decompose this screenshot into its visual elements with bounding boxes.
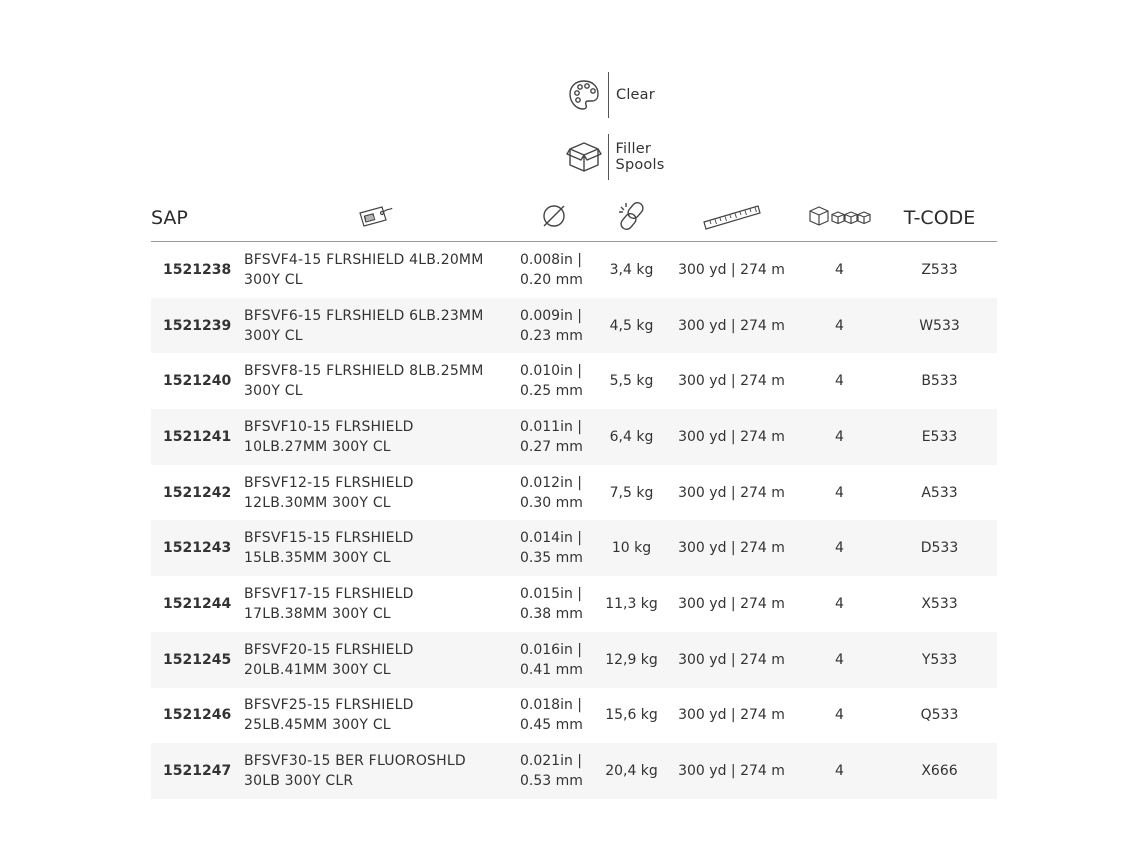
header-sap: SAP xyxy=(151,195,242,242)
length-value: 300 yd | 274 m xyxy=(678,317,785,334)
legend-item-color xyxy=(566,71,655,119)
cell-description xyxy=(242,242,510,298)
sap-number: 1521246 xyxy=(163,707,232,724)
description-line-1: BFSVF6-15 FLRSHIELD 6LB.23MM xyxy=(244,307,484,324)
sap-number: 1521242 xyxy=(163,484,232,501)
header-tcode: T-CODE xyxy=(882,195,997,242)
length-value: 300 yd | 274 m xyxy=(678,373,785,390)
diameter-mm: 0.27 mm xyxy=(520,438,583,455)
cell-sap xyxy=(151,632,242,688)
quantity-value: 4 xyxy=(835,540,844,557)
chain-link-icon xyxy=(615,199,649,238)
cell-length xyxy=(666,632,797,688)
cell-description xyxy=(242,632,510,688)
table-row xyxy=(151,298,997,354)
cell-tcode xyxy=(882,353,997,409)
boxes-icon xyxy=(809,204,871,233)
tcode-value: W533 xyxy=(919,317,960,334)
description-line-2: 300Y CL xyxy=(244,327,303,344)
description-line-2: 300Y CL xyxy=(244,383,303,400)
description-line-2: 25LB.45MM 300Y CL xyxy=(244,717,391,734)
description-line-2: 300Y CL xyxy=(244,271,303,288)
diameter-mm: 0.35 mm xyxy=(520,550,583,567)
table-row xyxy=(151,409,997,465)
cell-diameter xyxy=(510,632,597,688)
cell-tcode xyxy=(882,409,997,465)
diameter-mm: 0.45 mm xyxy=(520,717,583,734)
description-line-1: BFSVF4-15 FLRSHIELD 4LB.20MM xyxy=(244,251,484,268)
cell-strength xyxy=(597,242,666,298)
cell-strength xyxy=(597,353,666,409)
diameter-inches: 0.014in | xyxy=(520,530,583,547)
strength-value: 10 kg xyxy=(611,540,652,557)
cell-length xyxy=(666,520,797,576)
ruler-icon xyxy=(702,200,762,237)
strength-value: 20,4 kg xyxy=(605,763,658,780)
diameter-inches: 0.016in | xyxy=(520,641,583,658)
strength-value: 6,4 kg xyxy=(609,428,654,445)
description-line-2: 17LB.38MM 300Y CL xyxy=(244,605,391,622)
diameter-mm: 0.53 mm xyxy=(520,773,583,790)
cell-tcode xyxy=(882,688,997,744)
cell-diameter xyxy=(510,298,597,354)
cell-sap xyxy=(151,242,242,298)
cell-length xyxy=(666,576,797,632)
cell-strength xyxy=(597,465,666,521)
cell-sap xyxy=(151,298,242,354)
header-quantity xyxy=(797,195,882,242)
cell-strength xyxy=(597,688,666,744)
diameter-mm: 0.23 mm xyxy=(520,327,583,344)
length-value: 300 yd | 274 m xyxy=(678,707,785,724)
cell-description xyxy=(242,298,510,354)
tcode-value: X666 xyxy=(921,763,958,780)
table-body xyxy=(151,242,997,799)
table-row xyxy=(151,465,997,521)
quantity-value: 4 xyxy=(835,484,844,501)
cell-quantity xyxy=(797,632,882,688)
quantity-value: 4 xyxy=(835,595,844,612)
length-value: 300 yd | 274 m xyxy=(678,763,785,780)
cell-quantity xyxy=(797,353,882,409)
sap-number: 1521245 xyxy=(163,651,232,668)
diameter-mm: 0.41 mm xyxy=(520,661,583,678)
cell-tcode xyxy=(882,520,997,576)
sap-number: 1521247 xyxy=(163,763,232,780)
strength-value: 15,6 kg xyxy=(605,707,658,724)
cell-sap xyxy=(151,409,242,465)
cell-strength xyxy=(597,298,666,354)
cell-sap xyxy=(151,688,242,744)
strength-value: 4,5 kg xyxy=(609,317,654,334)
legend-divider xyxy=(608,72,609,118)
tcode-value: X533 xyxy=(921,595,958,612)
strength-value: 11,3 kg xyxy=(605,595,658,612)
tcode-value: Z533 xyxy=(921,261,958,278)
length-value: 300 yd | 274 m xyxy=(678,428,785,445)
table-row xyxy=(151,688,997,744)
quantity-value: 4 xyxy=(835,707,844,724)
quantity-value: 4 xyxy=(835,317,844,334)
description-line-2: 20LB.41MM 300Y CL xyxy=(244,661,391,678)
description-line-1: BFSVF20-15 FLRSHIELD xyxy=(244,641,414,658)
cell-diameter xyxy=(510,409,597,465)
legend-divider xyxy=(608,134,609,180)
cell-sap xyxy=(151,743,242,799)
cell-quantity xyxy=(797,298,882,354)
length-value: 300 yd | 274 m xyxy=(678,651,785,668)
cell-strength xyxy=(597,520,666,576)
tcode-value: Y533 xyxy=(921,651,958,668)
header-strength xyxy=(597,195,666,242)
legend-label-packaging: Filler Spools xyxy=(615,141,665,173)
cell-strength xyxy=(597,632,666,688)
diameter-inches: 0.008in | xyxy=(520,251,583,268)
cell-strength xyxy=(597,576,666,632)
tcode-value: D533 xyxy=(920,540,959,557)
description-line-1: BFSVF8-15 FLRSHIELD 8LB.25MM xyxy=(244,363,484,380)
header-description xyxy=(242,195,510,242)
cell-sap xyxy=(151,576,242,632)
cell-sap xyxy=(151,520,242,576)
palette-icon xyxy=(566,77,602,113)
cell-diameter xyxy=(510,688,597,744)
cell-description xyxy=(242,520,510,576)
cell-length xyxy=(666,353,797,409)
diameter-mm: 0.30 mm xyxy=(520,494,583,511)
cell-diameter xyxy=(510,520,597,576)
description-line-1: BFSVF15-15 FLRSHIELD xyxy=(244,530,414,547)
cell-description xyxy=(242,688,510,744)
cell-description xyxy=(242,576,510,632)
cell-length xyxy=(666,409,797,465)
strength-value: 12,9 kg xyxy=(605,651,658,668)
tcode-value: E533 xyxy=(921,428,958,445)
cell-tcode xyxy=(882,465,997,521)
cell-strength xyxy=(597,409,666,465)
cell-description xyxy=(242,743,510,799)
strength-value: 7,5 kg xyxy=(609,484,654,501)
cell-tcode xyxy=(882,576,997,632)
strength-value: 5,5 kg xyxy=(609,373,654,390)
cell-length xyxy=(666,688,797,744)
diameter-mm: 0.38 mm xyxy=(520,605,583,622)
table-row xyxy=(151,242,997,298)
table-row xyxy=(151,743,997,799)
description-line-1: BFSVF10-15 FLRSHIELD xyxy=(244,418,414,435)
quantity-value: 4 xyxy=(835,428,844,445)
cell-diameter xyxy=(510,353,597,409)
diameter-inches: 0.010in | xyxy=(520,363,583,380)
tcode-value: B533 xyxy=(921,373,958,390)
cell-length xyxy=(666,465,797,521)
sap-number: 1521240 xyxy=(163,373,232,390)
cell-description xyxy=(242,409,510,465)
cell-tcode xyxy=(882,298,997,354)
description-line-1: BFSVF30-15 BER FLUOROSHLD xyxy=(244,753,466,770)
tcode-value: A533 xyxy=(921,484,958,501)
sap-number: 1521244 xyxy=(163,595,232,612)
cell-quantity xyxy=(797,576,882,632)
sap-number: 1521243 xyxy=(163,540,232,557)
description-line-1: BFSVF12-15 FLRSHIELD xyxy=(244,474,414,491)
tcode-value: Q533 xyxy=(920,707,959,724)
description-line-2: 30LB 300Y CLR xyxy=(244,773,354,790)
diameter-inches: 0.012in | xyxy=(520,474,583,491)
cell-quantity xyxy=(797,242,882,298)
strength-value: 3,4 kg xyxy=(609,261,654,278)
header-diameter xyxy=(510,195,597,242)
table-row xyxy=(151,520,997,576)
quantity-value: 4 xyxy=(835,763,844,780)
cell-length xyxy=(666,298,797,354)
cell-quantity xyxy=(797,743,882,799)
diameter-inches: 0.015in | xyxy=(520,585,583,602)
legend-item-packaging xyxy=(566,133,665,181)
cell-tcode xyxy=(882,242,997,298)
diameter-mm: 0.20 mm xyxy=(520,271,583,288)
diameter-mm: 0.25 mm xyxy=(520,383,583,400)
cell-description xyxy=(242,465,510,521)
cell-tcode xyxy=(882,632,997,688)
cell-length xyxy=(666,743,797,799)
quantity-value: 4 xyxy=(835,261,844,278)
cell-length xyxy=(666,242,797,298)
cell-quantity xyxy=(797,465,882,521)
length-value: 300 yd | 274 m xyxy=(678,261,785,278)
length-value: 300 yd | 274 m xyxy=(678,595,785,612)
diameter-inches: 0.009in | xyxy=(520,307,583,324)
cell-quantity xyxy=(797,520,882,576)
cell-strength xyxy=(597,743,666,799)
diameter-inches: 0.021in | xyxy=(520,753,583,770)
description-line-2: 10LB.27MM 300Y CL xyxy=(244,438,391,455)
cell-quantity xyxy=(797,688,882,744)
legend-label-color: Clear xyxy=(616,87,655,103)
cell-quantity xyxy=(797,409,882,465)
cell-sap xyxy=(151,353,242,409)
length-value: 300 yd | 274 m xyxy=(678,484,785,501)
table-row xyxy=(151,632,997,688)
table-header-row xyxy=(151,195,997,242)
sap-number: 1521239 xyxy=(163,317,232,334)
table-row xyxy=(151,576,997,632)
cell-tcode xyxy=(882,743,997,799)
cell-sap xyxy=(151,465,242,521)
cell-diameter xyxy=(510,242,597,298)
diameter-inches: 0.018in | xyxy=(520,697,583,714)
product-spec-table xyxy=(151,195,997,799)
sap-number: 1521238 xyxy=(163,261,232,278)
description-line-1: BFSVF17-15 FLRSHIELD xyxy=(244,585,414,602)
sap-number: 1521241 xyxy=(163,428,232,445)
box-icon xyxy=(566,139,602,175)
cell-diameter xyxy=(510,576,597,632)
description-line-2: 15LB.35MM 300Y CL xyxy=(244,550,391,567)
diameter-inches: 0.011in | xyxy=(520,418,583,435)
length-value: 300 yd | 274 m xyxy=(678,540,785,557)
description-line-1: BFSVF25-15 FLRSHIELD xyxy=(244,697,414,714)
description-line-2: 12LB.30MM 300Y CL xyxy=(244,494,391,511)
cell-diameter xyxy=(510,465,597,521)
cell-description xyxy=(242,353,510,409)
quantity-value: 4 xyxy=(835,373,844,390)
diameter-icon xyxy=(541,203,567,234)
quantity-value: 4 xyxy=(835,651,844,668)
header-length xyxy=(666,195,797,242)
table-row xyxy=(151,353,997,409)
tag-icon xyxy=(358,204,394,233)
cell-diameter xyxy=(510,743,597,799)
